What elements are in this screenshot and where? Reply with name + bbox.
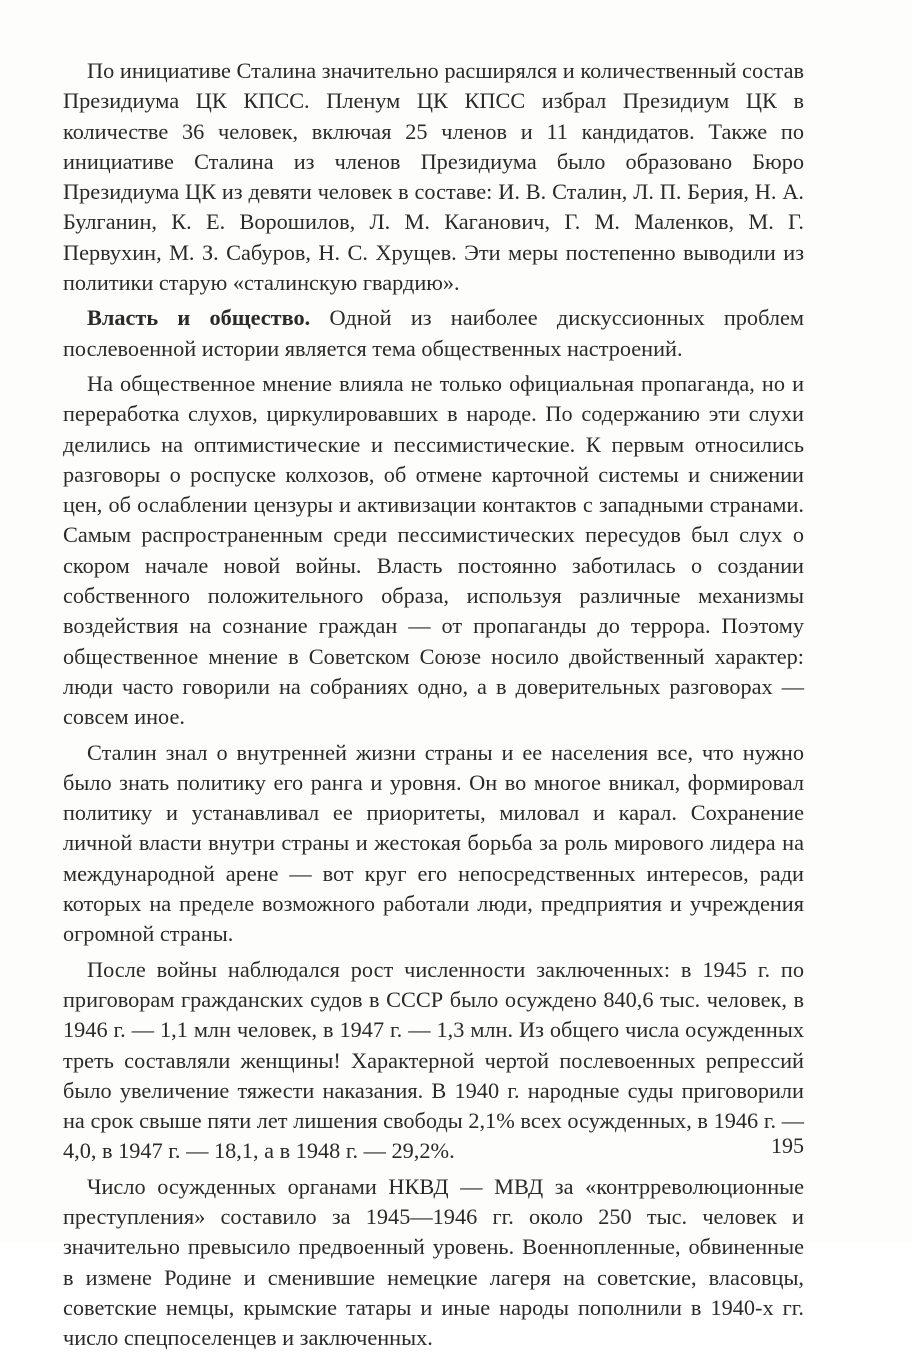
paragraph-prisoners-growth xyxy=(63,955,804,1167)
paragraph-stalin-knowledge xyxy=(63,738,804,950)
paragraph-presidium xyxy=(63,56,804,298)
page-number: 195 xyxy=(771,1133,804,1158)
paragraph-public-opinion xyxy=(63,369,804,733)
section-heading: Власть и общество. xyxy=(87,305,311,331)
paragraph-text: Число осужденных органами НКВД — МВД за «контрреволюционные преступления» составило за 1945—1946 гг. около 250 тыс. человек и значительно превысило предвоенный уровень. Военнопленные, обвиненные в измене Родине и сменившие немецкие лагеря на советские, власовцы, советские немцы, крымские татары и иные народы пополнили в 1940-х гг. число спецпоселенцев и заключенных. xyxy=(63,1173,804,1351)
paragraph-text: По инициативе Сталина значительно расширялся и количественный состав Президиума ЦК КПСС. Пленум ЦК КПСС избрал Президиум ЦК в количестве 36 человек, включая 25 членов и 11 кандидатов. Также по инициативе Сталина из членов Президиума было образовано Бюро Президиума ЦК из девяти человек в составе: И. В. Сталин, Л. П. Берия, Н. А. Булганин, К. Е. Ворошилов, Л. М. Каганович, Г. М. Маленков, М. Г. Первухин, М. З. Сабуров, Н. С. Хрущев. Эти меры постепенно выводили из политики старую «сталинскую гвардию». xyxy=(63,58,804,296)
paragraph-text: На общественное мнение влияла не только официальная пропаганда, но и переработка слухов, циркулировавших в народе. По содержанию эти слухи делились на оптимистические и пессимистические. К первым относились разговоры о роспуске колхозов, об отмене карточной системы и снижении цен, об ослаблении цензуры и активизации контактов с западными странами. Самым распространенным среди пессимистических пересудов был слух о скором начале новой войны. Власть постоянно заботилась о создании собственного положительного образа, используя различные механизмы воздействия на сознание граждан — от пропаганды до террора. Поэтому общественное мнение в Советском Союзе носило двойственный характер: люди часто говорили на собраниях одно, а в доверительных разговорах — совсем иное. xyxy=(63,370,804,730)
paragraph-nkvd-convictions xyxy=(63,1172,804,1353)
paragraph-text: После войны наблюдался рост численности заключенных: в 1945 г. по приговорам гражданских судов в СССР было осуждено 840,6 тыс. человек, в 1946 г. — 1,1 млн человек, в 1947 г. — 1,3 млн. Из общего числа осужденных треть составляли женщины! Характерной чертой послевоенных репрессий было увеличение тяжести наказания. В 1940 г. народные суды приговорили на срок свыше пяти лет лишения свободы 2,1% всех осужденных, в 1946 г. — 4,0, в 1947 г. — 18,1, а в 1948 г. — 29,2%. xyxy=(63,956,804,1164)
paragraph-text: Сталин знал о внутренней жизни страны и ее населения все, что нужно было знать политику его ранга и уровня. Он во многое вникал, формировал политику и устанавливал ее приоритеты, миловал и карал. Сохранение личной власти внутри страны и жестокая борьба за роль мирового лидера на международной арене — вот круг его непосредственных интересов, ради которых на пределе возможного работали люди, предприятия и учреждения огромной страны. xyxy=(63,739,804,947)
paragraph-text: Одной из наиболее дискуссионных проблем послевоенной истории является тема общественных настроений. xyxy=(63,305,804,361)
paragraph-power-and-society xyxy=(63,303,804,364)
